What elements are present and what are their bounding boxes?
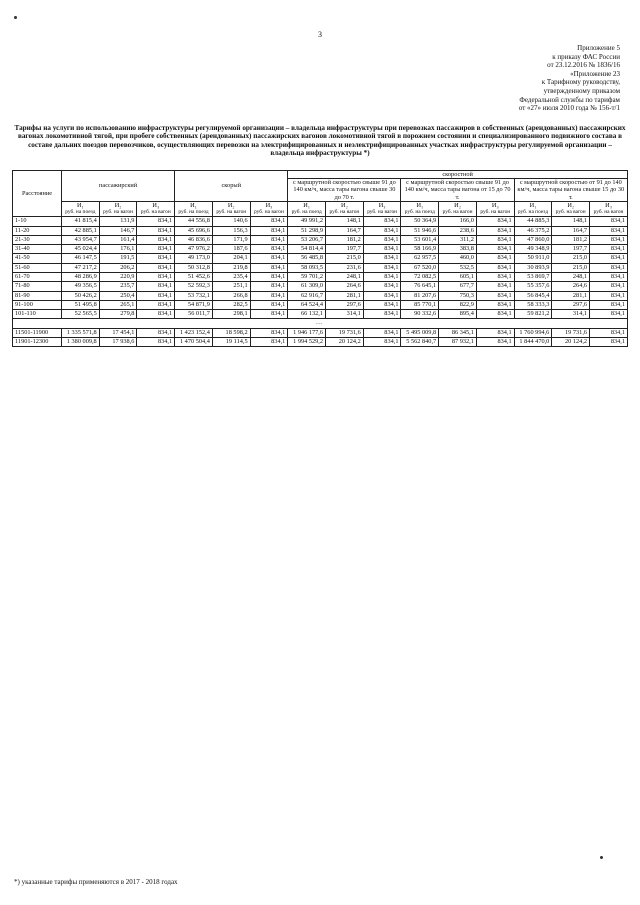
footnote: *) указанные тарифы применяются в 2017 - 2018 годах bbox=[14, 878, 178, 886]
tariff-cell: 834,1 bbox=[476, 263, 514, 272]
tariff-cell: 58 166,9 bbox=[401, 245, 439, 254]
table-body bbox=[13, 217, 628, 347]
tariff-cell: 17 454,1 bbox=[99, 328, 137, 337]
tariff-cell: 140,6 bbox=[212, 217, 250, 226]
tariff-cell: 148,1 bbox=[552, 217, 590, 226]
tariff-cell: 56 011,7 bbox=[175, 310, 213, 319]
tariff-cell: 834,1 bbox=[363, 282, 401, 291]
tariff-cell: 460,0 bbox=[439, 254, 477, 263]
header-unit-cell bbox=[590, 201, 628, 216]
tariff-cell: 187,6 bbox=[212, 245, 250, 254]
tariff-cell: 164,7 bbox=[326, 226, 364, 235]
tariff-cell: 1 470 504,4 bbox=[175, 338, 213, 347]
header-col-label: И₂ bbox=[567, 201, 575, 209]
distance-cell: 81-90 bbox=[13, 291, 62, 300]
table-row bbox=[13, 245, 628, 254]
tariff-cell: 51 946,6 bbox=[401, 226, 439, 235]
tariff-cell: 834,1 bbox=[137, 235, 175, 244]
tariff-cell: 62 957,5 bbox=[401, 254, 439, 263]
table-row bbox=[13, 328, 628, 337]
header-distance: Расстояние bbox=[13, 171, 62, 217]
appendix-line: «Приложение 23 bbox=[570, 69, 620, 78]
tariff-cell: 1 946 177,6 bbox=[288, 328, 326, 337]
header-col-unit: руб. на поезд bbox=[404, 209, 435, 216]
header-col-unit: руб. на поезд bbox=[178, 209, 209, 216]
tariff-cell: 834,1 bbox=[250, 291, 288, 300]
tariff-cell: 248,1 bbox=[552, 273, 590, 282]
distance-cell: 11901-12300 bbox=[13, 338, 62, 347]
tariff-cell: 834,1 bbox=[137, 282, 175, 291]
tariff-cell: 834,1 bbox=[363, 245, 401, 254]
tariff-cell: 48 286,9 bbox=[62, 273, 100, 282]
tariff-cell: 822,9 bbox=[439, 300, 477, 309]
distance-cell: 101-110 bbox=[13, 310, 62, 319]
document-title: Тарифы на услуги по использованию инфраструктуры регулируемой организации – владельца инфраструктуры при перевозках пассажиров в собственных (арендованных) пассажирских вагонах локомотивной тягой, при пробеге собственных (арендованных) пассажирских вагонов локомотивной тягой в порожнем состоянии и специализированного подвижного состава в составе дальних поездов перевозчиков, осуществляющих перевозки на электрифицированных и неэлектрифицированных участках инфраструктуры регулируемой организации – владельца инфраструктуры *) bbox=[14, 124, 626, 158]
table-row bbox=[13, 254, 628, 263]
header-col-label: И₃ bbox=[152, 201, 160, 209]
tariff-table-wrapper bbox=[12, 170, 628, 347]
sub-header-row bbox=[13, 201, 628, 216]
tariff-cell: 834,1 bbox=[363, 310, 401, 319]
tariff-cell: 148,1 bbox=[326, 217, 364, 226]
tariff-cell: 834,1 bbox=[590, 226, 628, 235]
table-row bbox=[13, 291, 628, 300]
tariff-cell: 834,1 bbox=[250, 282, 288, 291]
tariff-cell: 834,1 bbox=[137, 263, 175, 272]
tariff-cell: 834,1 bbox=[137, 217, 175, 226]
header-col-label: И₁ bbox=[303, 201, 311, 209]
tariff-cell: 1 844 470,0 bbox=[514, 338, 552, 347]
tariff-cell: 834,1 bbox=[476, 254, 514, 263]
header-col-unit: руб. на вагон bbox=[480, 209, 511, 216]
tariff-cell: 52 565,5 bbox=[62, 310, 100, 319]
tariff-cell: 67 520,0 bbox=[401, 263, 439, 272]
table-row bbox=[13, 300, 628, 309]
tariff-cell: 834,1 bbox=[476, 291, 514, 300]
tariff-cell: 248,1 bbox=[326, 273, 364, 282]
tariff-cell: 58 093,5 bbox=[288, 263, 326, 272]
tariff-cell: 834,1 bbox=[363, 263, 401, 272]
tariff-cell: 834,1 bbox=[250, 338, 288, 347]
header-group-3: с маршрутной скоростью от 91 до 140 км/ч, масса тары вагона свыше 15 до 30 т. bbox=[514, 179, 627, 202]
tariff-cell: 834,1 bbox=[590, 217, 628, 226]
appendix-line: Приложение 5 bbox=[577, 44, 620, 52]
appendix-line: от «27» июля 2010 года № 156-т/1 bbox=[518, 104, 620, 113]
tariff-cell: 56 485,8 bbox=[288, 254, 326, 263]
header-unit-cell bbox=[62, 201, 100, 216]
tariff-cell: 219,8 bbox=[212, 263, 250, 272]
tariff-cell: 834,1 bbox=[476, 338, 514, 347]
tariff-cell: 605,1 bbox=[439, 273, 477, 282]
header-col-unit: руб. на вагон bbox=[593, 209, 624, 216]
tariff-cell: 17 938,6 bbox=[99, 338, 137, 347]
header-unit-cell bbox=[476, 201, 514, 216]
tariff-cell: 49 348,9 bbox=[514, 245, 552, 254]
header-col-unit: руб. на вагон bbox=[254, 209, 284, 216]
table-row bbox=[13, 217, 628, 226]
tariff-cell: 834,1 bbox=[590, 338, 628, 347]
tariff-cell: 834,1 bbox=[137, 245, 175, 254]
tariff-cell: 265,1 bbox=[99, 300, 137, 309]
tariff-cell: 19 731,6 bbox=[552, 328, 590, 337]
header-col-unit: руб. на поезд bbox=[517, 209, 549, 216]
tariff-cell: 834,1 bbox=[363, 328, 401, 337]
table-row bbox=[13, 273, 628, 282]
header-col-label: И₁ bbox=[190, 201, 197, 209]
header-col-unit: руб. на вагон bbox=[442, 209, 473, 216]
tariff-cell: 86 345,1 bbox=[439, 328, 477, 337]
tariff-cell: 834,1 bbox=[250, 273, 288, 282]
tariff-cell: 834,1 bbox=[137, 300, 175, 309]
tariff-cell: 834,1 bbox=[590, 291, 628, 300]
tariff-cell: 53 206,7 bbox=[288, 235, 326, 244]
header-col-label: И₃ bbox=[491, 201, 499, 209]
tariff-cell: 834,1 bbox=[137, 310, 175, 319]
table-row bbox=[13, 235, 628, 244]
tariff-cell: 81 207,6 bbox=[401, 291, 439, 300]
tariff-cell: 383,8 bbox=[439, 245, 477, 254]
tariff-cell: 834,1 bbox=[476, 217, 514, 226]
tariff-cell: 55 357,6 bbox=[514, 282, 552, 291]
tariff-cell: 834,1 bbox=[590, 245, 628, 254]
tariff-cell: 314,1 bbox=[326, 310, 364, 319]
tariff-cell: 282,5 bbox=[212, 300, 250, 309]
tariff-cell: 197,7 bbox=[552, 245, 590, 254]
appendix-line: утвержденному приказом bbox=[543, 86, 620, 95]
header-unit-cell bbox=[137, 201, 175, 216]
tariff-cell: 146,7 bbox=[99, 226, 137, 235]
tariff-cell: 90 332,6 bbox=[401, 310, 439, 319]
tariff-cell: 56 845,4 bbox=[514, 291, 552, 300]
tariff-cell: 18 598,2 bbox=[212, 328, 250, 337]
tariff-cell: 1 423 152,4 bbox=[175, 328, 213, 337]
tariff-cell: 191,5 bbox=[99, 254, 137, 263]
appendix-line: к приказу ФАС России bbox=[552, 52, 620, 61]
appendix-line: от 23.12.2016 № 1836/16 bbox=[547, 61, 620, 70]
tariff-cell: 834,1 bbox=[250, 328, 288, 337]
tariff-cell: 834,1 bbox=[476, 328, 514, 337]
page-number: 3 bbox=[318, 30, 322, 39]
header-group-1: с маршрутной скоростью свыше 91 до 140 км/ч, масса тары вагона свыше 30 до 70 т. bbox=[288, 179, 401, 202]
tariff-cell: 264,6 bbox=[552, 282, 590, 291]
header-skorostnoy: скоростной bbox=[288, 171, 628, 179]
tariff-cell: 51 495,8 bbox=[62, 300, 100, 309]
tariff-cell: 834,1 bbox=[363, 217, 401, 226]
header-unit-cell bbox=[99, 201, 137, 216]
tariff-cell: 5 562 840,7 bbox=[401, 338, 439, 347]
tariff-cell: 53 601,4 bbox=[401, 235, 439, 244]
header-unit-cell bbox=[552, 201, 590, 216]
tariff-cell: 279,8 bbox=[99, 310, 137, 319]
distance-cell: 21-30 bbox=[13, 235, 62, 244]
header-fast: скорый bbox=[175, 171, 288, 202]
header-unit-cell bbox=[363, 201, 401, 216]
tariff-cell: 834,1 bbox=[590, 300, 628, 309]
tariff-cell: 59 701,2 bbox=[288, 273, 326, 282]
tariff-cell: 834,1 bbox=[363, 273, 401, 282]
header-col-unit: руб. на вагон bbox=[555, 209, 586, 216]
tariff-cell: 235,4 bbox=[212, 273, 250, 282]
tariff-cell: 49 991,2 bbox=[288, 217, 326, 226]
header-col-label: И₃ bbox=[378, 201, 386, 209]
tariff-cell: 64 524,4 bbox=[288, 300, 326, 309]
header-col-label: И₁ bbox=[529, 201, 537, 209]
tariff-cell: 750,3 bbox=[439, 291, 477, 300]
tariff-cell: 1 335 571,8 bbox=[62, 328, 100, 337]
table-row bbox=[13, 263, 628, 272]
tariff-cell: 834,1 bbox=[363, 338, 401, 347]
header-col-label: И₃ bbox=[265, 201, 273, 209]
tariff-cell: 834,1 bbox=[137, 273, 175, 282]
tariff-cell: 250,4 bbox=[99, 291, 137, 300]
tariff-cell: 131,9 bbox=[99, 217, 137, 226]
tariff-cell: 47 976,2 bbox=[175, 245, 213, 254]
tariff-cell: 235,7 bbox=[99, 282, 137, 291]
tariff-cell: 314,1 bbox=[552, 310, 590, 319]
tariff-cell: 834,1 bbox=[250, 310, 288, 319]
appendix-line: к Тарифному руководству, bbox=[541, 78, 620, 87]
header-col-label: И₁ bbox=[76, 201, 84, 209]
tariff-cell: 44 556,8 bbox=[175, 217, 213, 226]
tariff-cell: 46 836,6 bbox=[175, 235, 213, 244]
appendix-line: Федеральной службы по тарифам bbox=[519, 95, 620, 104]
tariff-cell: 281,1 bbox=[326, 291, 364, 300]
tariff-cell: 54 814,4 bbox=[288, 245, 326, 254]
table-row bbox=[13, 319, 628, 328]
tariff-cell: 251,1 bbox=[212, 282, 250, 291]
tariff-cell: 59 821,2 bbox=[514, 310, 552, 319]
tariff-table bbox=[12, 170, 628, 347]
appendix-header bbox=[390, 44, 620, 113]
header-unit-cell bbox=[326, 201, 364, 216]
header-col-unit: руб. на вагон bbox=[367, 209, 398, 216]
tariff-cell: 215,0 bbox=[326, 254, 364, 263]
distance-cell: 41-50 bbox=[13, 254, 62, 263]
tariff-cell: 834,1 bbox=[590, 310, 628, 319]
tariff-cell: 297,6 bbox=[326, 300, 364, 309]
tariff-cell: 204,1 bbox=[212, 254, 250, 263]
tariff-cell: 834,1 bbox=[590, 254, 628, 263]
header-col-label: И₁ bbox=[416, 201, 424, 209]
header-unit-cell bbox=[439, 201, 477, 216]
distance-cell: 31-40 bbox=[13, 245, 62, 254]
tariff-cell: 197,7 bbox=[326, 245, 364, 254]
tariff-cell: 164,7 bbox=[552, 226, 590, 235]
distance-cell: 11-20 bbox=[13, 226, 62, 235]
tariff-cell: 834,1 bbox=[137, 328, 175, 337]
tariff-cell: 834,1 bbox=[590, 282, 628, 291]
tariff-cell: 834,1 bbox=[476, 273, 514, 282]
header-col-label: И₂ bbox=[227, 201, 235, 209]
tariff-cell: 30 893,9 bbox=[514, 263, 552, 272]
tariff-cell: 1 380 009,8 bbox=[62, 338, 100, 347]
tariff-cell: 52 592,3 bbox=[175, 282, 213, 291]
tariff-cell: 181,2 bbox=[552, 235, 590, 244]
scan-speck bbox=[14, 16, 17, 19]
tariff-cell: 42 885,1 bbox=[62, 226, 100, 235]
tariff-cell: 238,6 bbox=[439, 226, 477, 235]
elided-rows: … bbox=[13, 319, 628, 328]
tariff-cell: 50 364,9 bbox=[401, 217, 439, 226]
tariff-cell: 19 731,6 bbox=[326, 328, 364, 337]
header-unit-cell bbox=[175, 201, 213, 216]
tariff-cell: 85 770,1 bbox=[401, 300, 439, 309]
tariff-cell: 51 452,6 bbox=[175, 273, 213, 282]
tariff-cell: 43 954,7 bbox=[62, 235, 100, 244]
tariff-cell: 264,6 bbox=[326, 282, 364, 291]
header-col-unit: руб. на вагон bbox=[216, 209, 247, 216]
tariff-cell: 54 871,9 bbox=[175, 300, 213, 309]
scan-speck bbox=[600, 856, 603, 859]
distance-cell: 71-80 bbox=[13, 282, 62, 291]
tariff-cell: 834,1 bbox=[250, 226, 288, 235]
tariff-cell: 166,0 bbox=[439, 217, 477, 226]
header-col-unit: руб. на вагон bbox=[140, 209, 171, 216]
tariff-cell: 20 124,2 bbox=[552, 338, 590, 347]
tariff-cell: 47 860,0 bbox=[514, 235, 552, 244]
header-unit-cell bbox=[401, 201, 439, 216]
tariff-cell: 834,1 bbox=[137, 338, 175, 347]
tariff-cell: 87 932,1 bbox=[439, 338, 477, 347]
table-row bbox=[13, 226, 628, 235]
tariff-cell: 45 024,4 bbox=[62, 245, 100, 254]
distance-cell: 51-60 bbox=[13, 263, 62, 272]
tariff-cell: 50 911,0 bbox=[514, 254, 552, 263]
tariff-cell: 834,1 bbox=[476, 282, 514, 291]
header-col-label: И₂ bbox=[114, 201, 122, 209]
tariff-cell: 834,1 bbox=[476, 245, 514, 254]
header-col-unit: руб. на поезд bbox=[65, 209, 96, 216]
tariff-cell: 281,1 bbox=[552, 291, 590, 300]
tariff-cell: 834,1 bbox=[590, 235, 628, 244]
tariff-cell: 41 815,4 bbox=[62, 217, 100, 226]
tariff-cell: 1 994 529,2 bbox=[288, 338, 326, 347]
tariff-cell: 834,1 bbox=[137, 226, 175, 235]
tariff-cell: 45 696,6 bbox=[175, 226, 213, 235]
tariff-cell: 66 132,1 bbox=[288, 310, 326, 319]
tariff-cell: 206,2 bbox=[99, 263, 137, 272]
tariff-cell: 44 885,3 bbox=[514, 217, 552, 226]
tariff-cell: 72 082,5 bbox=[401, 273, 439, 282]
tariff-cell: 62 916,7 bbox=[288, 291, 326, 300]
tariff-cell: 19 114,5 bbox=[212, 338, 250, 347]
tariff-cell: 220,9 bbox=[99, 273, 137, 282]
tariff-cell: 834,1 bbox=[250, 263, 288, 272]
tariff-cell: 47 217,2 bbox=[62, 263, 100, 272]
table-row bbox=[13, 310, 628, 319]
tariff-cell: 215,0 bbox=[552, 254, 590, 263]
tariff-cell: 834,1 bbox=[137, 291, 175, 300]
header-unit-cell bbox=[250, 201, 288, 216]
tariff-cell: 834,1 bbox=[590, 273, 628, 282]
tariff-cell: 834,1 bbox=[590, 328, 628, 337]
tariff-cell: 50 426,2 bbox=[62, 291, 100, 300]
tariff-cell: 53 869,7 bbox=[514, 273, 552, 282]
header-col-unit: руб. на вагон bbox=[329, 209, 360, 216]
tariff-cell: 834,1 bbox=[250, 300, 288, 309]
tariff-cell: 834,1 bbox=[590, 263, 628, 272]
tariff-cell: 51 298,9 bbox=[288, 226, 326, 235]
tariff-cell: 1 760 994,6 bbox=[514, 328, 552, 337]
table-row bbox=[13, 338, 628, 347]
tariff-cell: 50 312,8 bbox=[175, 263, 213, 272]
distance-cell: 91-100 bbox=[13, 300, 62, 309]
header-unit-cell bbox=[514, 201, 552, 216]
tariff-cell: 834,1 bbox=[250, 235, 288, 244]
tariff-cell: 834,1 bbox=[363, 226, 401, 235]
tariff-cell: 834,1 bbox=[250, 254, 288, 263]
tariff-cell: 76 645,1 bbox=[401, 282, 439, 291]
tariff-cell: 834,1 bbox=[476, 235, 514, 244]
tariff-cell: 834,1 bbox=[476, 310, 514, 319]
tariff-cell: 161,4 bbox=[99, 235, 137, 244]
tariff-cell: 834,1 bbox=[363, 300, 401, 309]
tariff-cell: 297,6 bbox=[552, 300, 590, 309]
header-passenger: пассажирский bbox=[62, 171, 175, 202]
tariff-cell: 834,1 bbox=[363, 254, 401, 263]
tariff-cell: 231,6 bbox=[326, 263, 364, 272]
tariff-cell: 176,1 bbox=[99, 245, 137, 254]
header-group-2: с маршрутной скоростью свыше 91 до 140 км/ч, масса тары вагона от 15 до 70 т. bbox=[401, 179, 514, 202]
table-row bbox=[13, 282, 628, 291]
tariff-cell: 215,0 bbox=[552, 263, 590, 272]
header-col-label: И₂ bbox=[454, 201, 461, 209]
tariff-cell: 834,1 bbox=[250, 245, 288, 254]
tariff-cell: 156,3 bbox=[212, 226, 250, 235]
tariff-cell: 171,9 bbox=[212, 235, 250, 244]
tariff-cell: 834,1 bbox=[250, 217, 288, 226]
header-col-label: И₂ bbox=[341, 201, 348, 209]
tariff-cell: 834,1 bbox=[476, 226, 514, 235]
tariff-cell: 834,1 bbox=[363, 235, 401, 244]
distance-cell: 1-10 bbox=[13, 217, 62, 226]
tariff-cell: 58 333,3 bbox=[514, 300, 552, 309]
tariff-cell: 266,8 bbox=[212, 291, 250, 300]
distance-cell: 11501-11900 bbox=[13, 328, 62, 337]
tariff-cell: 311,2 bbox=[439, 235, 477, 244]
tariff-cell: 834,1 bbox=[137, 254, 175, 263]
tariff-cell: 46 375,2 bbox=[514, 226, 552, 235]
distance-cell: 61-70 bbox=[13, 273, 62, 282]
tariff-cell: 49 173,0 bbox=[175, 254, 213, 263]
header-col-label: И₃ bbox=[605, 201, 612, 209]
tariff-cell: 298,1 bbox=[212, 310, 250, 319]
tariff-cell: 49 356,5 bbox=[62, 282, 100, 291]
tariff-cell: 5 495 009,8 bbox=[401, 328, 439, 337]
tariff-cell: 20 124,2 bbox=[326, 338, 364, 347]
tariff-cell: 834,1 bbox=[476, 300, 514, 309]
header-unit-cell bbox=[288, 201, 326, 216]
tariff-cell: 46 147,5 bbox=[62, 254, 100, 263]
tariff-cell: 61 309,0 bbox=[288, 282, 326, 291]
tariff-cell: 834,1 bbox=[363, 291, 401, 300]
tariff-cell: 895,4 bbox=[439, 310, 477, 319]
tariff-cell: 53 732,1 bbox=[175, 291, 213, 300]
tariff-cell: 532,5 bbox=[439, 263, 477, 272]
tariff-cell: 181,2 bbox=[326, 235, 364, 244]
header-unit-cell bbox=[212, 201, 250, 216]
tariff-cell: 677,7 bbox=[439, 282, 477, 291]
header-col-unit: руб. на поезд bbox=[291, 209, 322, 216]
header-col-unit: руб. на вагон bbox=[103, 209, 133, 216]
